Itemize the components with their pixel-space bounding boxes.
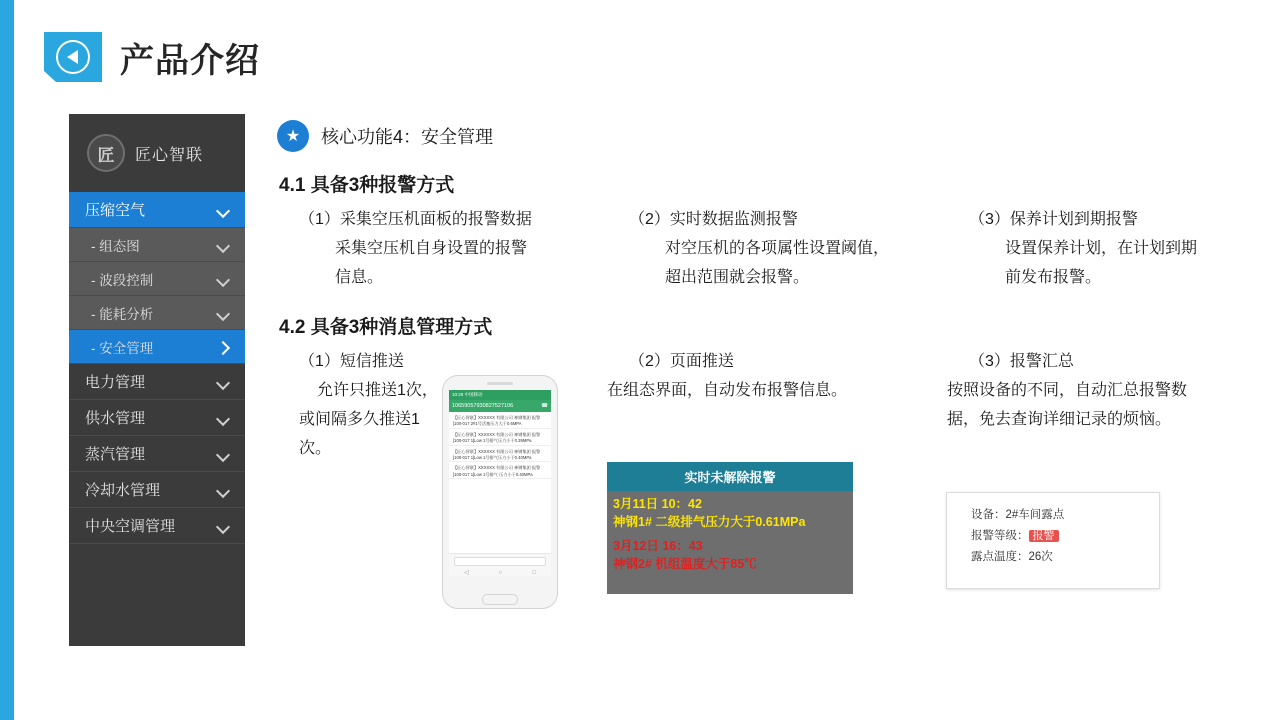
alarm-row bbox=[607, 491, 853, 533]
sms-item: 【匠心智联】XXXXXX 有限公司 神钢集团 报警[100-017 2#1号活塞压力大于0.6MPA bbox=[449, 412, 551, 429]
sidebar-item-configuration-diagram[interactable] bbox=[69, 228, 245, 262]
section-41-column-2 bbox=[607, 205, 947, 292]
alarm-time: 3月12日 16：43 bbox=[613, 539, 703, 553]
text-line: （1）短信推送 bbox=[299, 353, 404, 370]
sidebar-item-label: 压缩空气 bbox=[85, 202, 146, 219]
back-badge[interactable] bbox=[44, 32, 102, 82]
back-circle bbox=[56, 40, 90, 74]
section-41-columns bbox=[277, 205, 1257, 292]
chevron-down-icon bbox=[217, 378, 231, 386]
sidebar-item-cooling-water-management[interactable] bbox=[69, 472, 245, 508]
text-line: 采集空压机自身设置的报警 bbox=[335, 240, 528, 257]
phone-status-bar: 10:28 中国移动 bbox=[449, 390, 551, 400]
text-line: 或间隔多久推送1 bbox=[299, 411, 420, 428]
text-line: 前发布报警。 bbox=[1005, 269, 1102, 286]
recent-icon[interactable]: □ bbox=[532, 569, 536, 576]
sidebar-item-steam-management[interactable] bbox=[69, 436, 245, 472]
core-function-heading bbox=[277, 120, 1257, 152]
page-title: 产品介绍 bbox=[120, 41, 260, 80]
sms-item: 【匠心智联】XXXXXX 有限公司 神钢集团 报警[100-017 1]Low 1号排气 压力小于0.40MPa bbox=[449, 462, 551, 479]
device-row bbox=[971, 505, 1159, 526]
text-line: 信息。 bbox=[335, 269, 384, 286]
text-line: 按照设备的不同，自动汇总报警数 bbox=[947, 382, 1188, 399]
alarm-time: 3月11日 10：42 bbox=[613, 497, 702, 511]
chevron-down-icon bbox=[217, 309, 231, 317]
phone-home-button[interactable] bbox=[482, 594, 518, 605]
page-header bbox=[44, 32, 260, 82]
sidebar-item-label: - 能耗分析 bbox=[91, 306, 154, 322]
alarm-level-label: 报警等级： bbox=[971, 530, 1029, 542]
left-accent-bar-inner bbox=[14, 0, 18, 720]
brand-name: 匠心智联 bbox=[135, 146, 204, 164]
phone-footer bbox=[449, 553, 551, 576]
text-line: （3）保养计划到期报警 bbox=[969, 211, 1138, 228]
text-line: （2）实时数据监测报警 bbox=[629, 211, 798, 228]
section-42-columns bbox=[277, 347, 1257, 463]
sms-item: 【匠心智联】XXXXXX 有限公司 神钢集团 报警[100-017 1]Low 1号排气压力小于0.40MPa bbox=[449, 446, 551, 463]
sms-item: 【匠心智联】XXXXXX 有限公司 神钢集团 报警[100-017 1]Low 1号排气压力小于0.39MPa bbox=[449, 429, 551, 446]
sidebar-item-label: - 组态图 bbox=[91, 238, 140, 254]
alarm-message: 神钢1# 二级排气压力大于0.61MPa bbox=[613, 515, 806, 529]
alarm-message: 神钢2# 机组温度大于85℃ bbox=[613, 557, 757, 571]
sidebar-item-power-management[interactable] bbox=[69, 364, 245, 400]
sidebar-item-central-ac-management[interactable] bbox=[69, 508, 245, 544]
device-row bbox=[971, 526, 1159, 547]
text-line: 设置保养计划，在计划到期 bbox=[1005, 240, 1198, 257]
section-42-block bbox=[277, 312, 1257, 463]
alarm-row bbox=[607, 533, 853, 575]
chevron-down-icon bbox=[217, 206, 231, 214]
sidebar-item-label: 电力管理 bbox=[85, 374, 146, 391]
back-icon[interactable]: ◁ bbox=[464, 570, 469, 576]
sidebar-item-label: 蒸汽管理 bbox=[85, 446, 146, 463]
status-badge: 报警 bbox=[1029, 530, 1059, 542]
text-line: （3）报警汇总 bbox=[969, 353, 1074, 370]
section-42-title: 4.2 具备3种消息管理方式 bbox=[279, 317, 493, 338]
chevron-down-icon bbox=[217, 486, 231, 494]
sidebar-item-label: 冷却水管理 bbox=[85, 482, 161, 499]
back-triangle-icon bbox=[67, 50, 78, 64]
phone-icon[interactable]: ☎ bbox=[541, 403, 548, 409]
brand-logo-icon: 匠 bbox=[87, 134, 125, 172]
main-content bbox=[277, 120, 1257, 463]
core-function-title: 核心功能4：安全管理 bbox=[321, 127, 494, 147]
section-42-column-3 bbox=[947, 347, 1257, 463]
phone-speaker bbox=[487, 382, 513, 385]
text-line: 次。 bbox=[299, 440, 332, 457]
alarm-table-title: 实时未解除报警 bbox=[607, 462, 853, 491]
sidebar-item-label: - 波段控制 bbox=[91, 272, 154, 288]
sidebar-item-label: 供水管理 bbox=[85, 410, 146, 427]
chevron-down-icon bbox=[217, 522, 231, 530]
section-42-column-2 bbox=[607, 347, 947, 463]
sidebar-item-compressed-air[interactable] bbox=[69, 192, 245, 228]
text-line: （2）页面推送 bbox=[629, 353, 734, 370]
text-line: 对空压机的各项属性设置阈值， bbox=[665, 240, 890, 257]
chevron-down-icon bbox=[217, 414, 231, 422]
alarm-table bbox=[607, 462, 853, 594]
phone-mockup bbox=[442, 375, 558, 609]
dew-point-value: 26次 bbox=[1028, 551, 1053, 563]
left-accent-bar bbox=[0, 0, 14, 720]
sidebar-item-water-supply-management[interactable] bbox=[69, 400, 245, 436]
sms-input[interactable] bbox=[454, 557, 546, 566]
phone-nav-bar bbox=[449, 569, 551, 576]
text-line: 超出范围就会报警。 bbox=[665, 269, 810, 286]
dew-point-label: 露点温度： bbox=[971, 551, 1029, 563]
sidebar-item-label: 中央空调管理 bbox=[85, 518, 176, 535]
text-line: （1）采集空压机面板的报警数据 bbox=[299, 211, 532, 228]
chevron-down-icon bbox=[217, 241, 231, 249]
sidebar-menu bbox=[69, 114, 245, 646]
chevron-right-icon bbox=[217, 343, 231, 351]
device-summary-card bbox=[946, 492, 1160, 589]
sidebar-brand bbox=[69, 114, 245, 192]
text-line: 据，免去查询详细记录的烦恼。 bbox=[947, 411, 1172, 428]
star-badge-icon: ★ bbox=[277, 120, 309, 152]
sender-number-text: 10659057930827527106 bbox=[452, 403, 514, 409]
section-41-column-3 bbox=[947, 205, 1257, 292]
sidebar-item-label: - 安全管理 bbox=[91, 340, 154, 356]
chevron-down-icon bbox=[217, 450, 231, 458]
device-label: 设备： bbox=[971, 509, 1006, 521]
sidebar-item-band-control[interactable] bbox=[69, 262, 245, 296]
phone-sender-number bbox=[449, 400, 551, 412]
chevron-down-icon bbox=[217, 275, 231, 283]
home-icon[interactable]: ○ bbox=[498, 569, 503, 576]
section-41-column-1 bbox=[277, 205, 607, 292]
phone-screen bbox=[449, 390, 551, 576]
text-line: 在组态界面，自动发布报警信息。 bbox=[607, 382, 848, 399]
device-row bbox=[971, 547, 1159, 568]
section-41-title: 4.1 具备3种报警方式 bbox=[279, 175, 455, 196]
text-line: 允许只推送1次， bbox=[317, 382, 438, 399]
device-value: 2#车间露点 bbox=[1005, 509, 1065, 521]
sidebar-item-safety-management[interactable] bbox=[69, 330, 245, 364]
sidebar-item-energy-analysis[interactable] bbox=[69, 296, 245, 330]
